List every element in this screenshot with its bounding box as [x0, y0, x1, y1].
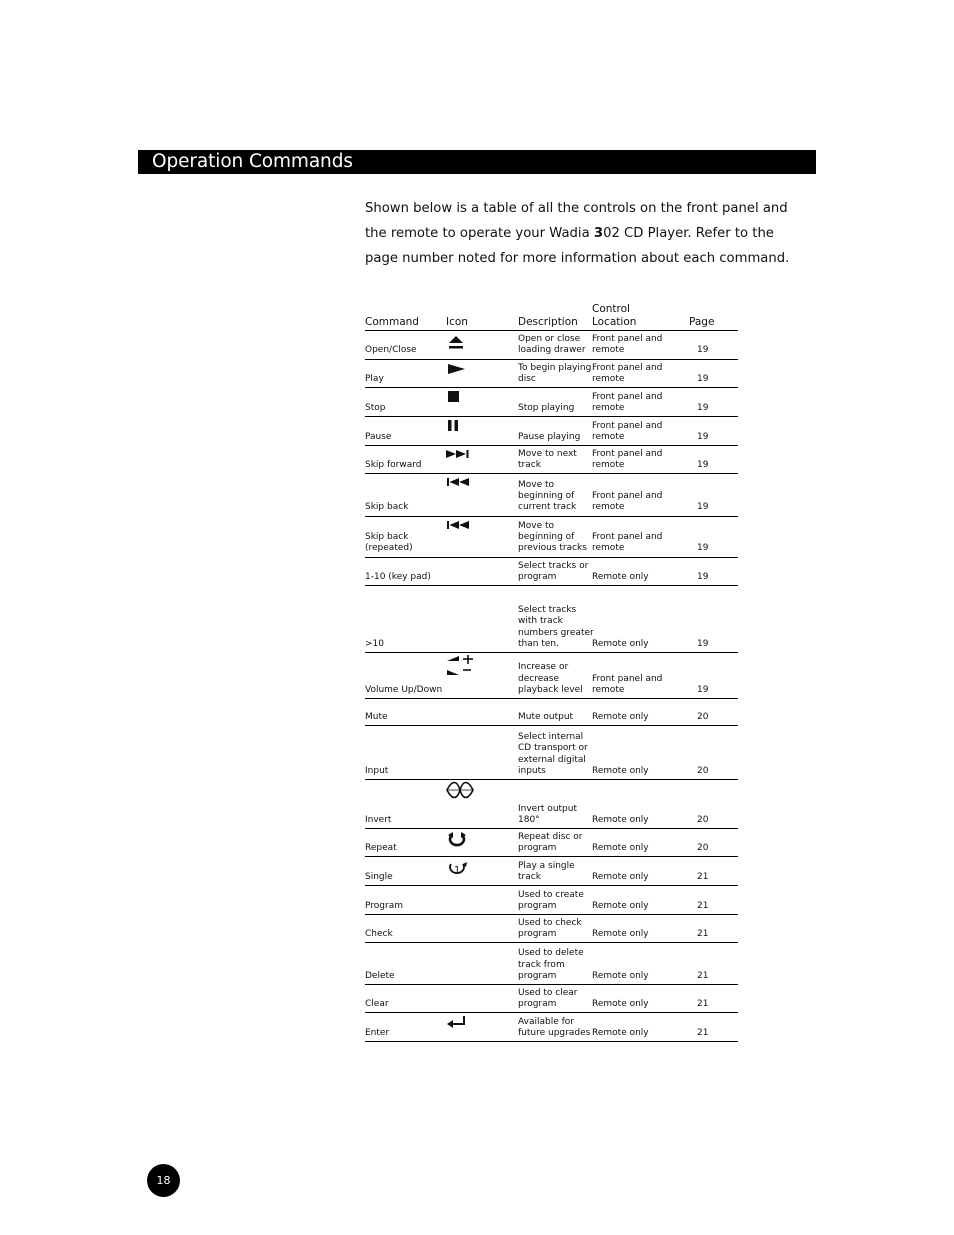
command-cell: Skip back (repeated) [365, 532, 413, 554]
location-cell: Front panel and remote [592, 362, 663, 384]
page-number: 18 [147, 1164, 180, 1197]
command-cell: Play [365, 373, 384, 384]
command-cell: 1-10 (key pad) [365, 571, 431, 582]
table-row [365, 857, 738, 886]
location-cell: Remote only [592, 638, 649, 649]
eject-icon [445, 335, 475, 355]
location-cell: Front panel and remote [592, 334, 663, 356]
command-cell: Mute [365, 711, 388, 722]
command-cell: Clear [365, 998, 389, 1009]
table-row [365, 886, 738, 915]
command-cell: Stop [365, 402, 386, 413]
description-cell: To begin playing disc [518, 362, 592, 384]
play-icon [445, 362, 475, 382]
location-cell: Remote only [592, 765, 649, 776]
location-cell: Front panel and remote [592, 491, 663, 513]
description-cell: Move to next track [518, 448, 577, 470]
description-cell: Increase or decrease playback level [518, 662, 583, 695]
table-row [365, 829, 738, 857]
enter-icon [445, 1015, 475, 1035]
description-cell: Mute output [518, 711, 574, 722]
repeat-icon [445, 832, 475, 852]
description-cell: Pause playing [518, 431, 581, 442]
header-command: Command [365, 316, 419, 328]
invert-phase-icon [445, 781, 475, 801]
commands-table [365, 300, 738, 1042]
page-cell: 19 [697, 543, 709, 554]
section-title-bar [138, 150, 816, 174]
description-cell: Repeat disc or program [518, 831, 583, 853]
description-cell: Used to create program [518, 889, 584, 911]
volume-up-down-icon [445, 655, 475, 675]
table-row [365, 331, 738, 360]
description-cell: Select tracks or program [518, 560, 589, 582]
table-row [365, 780, 738, 829]
repeat-single-icon [445, 860, 475, 880]
command-cell: >10 [365, 638, 384, 649]
location-cell: Remote only [592, 970, 649, 981]
stop-icon [445, 390, 475, 410]
description-cell: Select internal CD transport or external digital inputs [518, 732, 588, 776]
location-cell: Remote only [592, 711, 649, 722]
page-cell: 19 [697, 571, 709, 582]
command-cell: Delete [365, 970, 395, 981]
description-cell: Available for future upgrades [518, 1016, 591, 1038]
page-cell: 21 [697, 928, 709, 939]
location-cell: Remote only [592, 814, 649, 825]
location-cell: Front panel and remote [592, 391, 663, 413]
intro-text-2: 02 CD Player. Refer to the page number noted for more information about each command. [365, 226, 790, 266]
table-row [365, 417, 738, 446]
page-cell: 19 [697, 638, 709, 649]
page-cell: 20 [697, 842, 709, 853]
command-cell: Input [365, 765, 389, 776]
pause-icon [445, 419, 475, 439]
description-cell: Used to check program [518, 917, 582, 939]
page-cell: 19 [697, 502, 709, 513]
page-cell: 21 [697, 970, 709, 981]
command-cell: Program [365, 900, 403, 911]
location-cell: Remote only [592, 928, 649, 939]
description-cell: Move to beginning of current track [518, 479, 577, 513]
command-cell: Check [365, 928, 393, 939]
page-cell: 21 [697, 871, 709, 882]
intro-text-bold: 3 [593, 226, 604, 241]
intro-text-1: Shown below is a table of all the controls on the front panel and the remote to operate your Wadia [365, 201, 788, 241]
table-row [365, 388, 738, 417]
intro-paragraph [365, 196, 805, 271]
command-cell: Skip back [365, 502, 409, 513]
command-cell: Volume Up/Down [365, 684, 443, 695]
table-row [365, 699, 738, 726]
description-cell: Invert output 180° [518, 803, 577, 825]
header-page: Page [689, 316, 715, 328]
command-cell: Repeat [365, 842, 397, 853]
page-cell: 21 [697, 1027, 709, 1038]
skip-back-icon [445, 519, 475, 539]
command-cell: Skip forward [365, 459, 422, 470]
table-row [365, 586, 738, 653]
section-title: Operation Commands [152, 151, 353, 172]
table-row [365, 558, 738, 587]
description-cell: Move to beginning of previous tracks [518, 520, 587, 554]
table-row [365, 1013, 738, 1042]
location-cell: Remote only [592, 842, 649, 853]
skip-back-icon [445, 476, 475, 496]
page-cell: 19 [697, 345, 709, 356]
page-cell: 19 [697, 373, 709, 384]
location-cell: Remote only [592, 900, 649, 911]
table-row [365, 915, 738, 943]
table-row [365, 943, 738, 985]
table-row [365, 474, 738, 517]
command-cell: Invert [365, 814, 392, 825]
page-cell: 19 [697, 684, 709, 695]
location-cell: Remote only [592, 1027, 649, 1038]
page-cell: 20 [697, 711, 709, 722]
table-row [365, 517, 738, 558]
location-cell: Front panel and remote [592, 673, 663, 695]
location-cell: Remote only [592, 571, 649, 582]
command-cell: Enter [365, 1027, 390, 1038]
description-cell: Play a single track [518, 860, 575, 882]
table-row [365, 446, 738, 474]
table-row [365, 360, 738, 389]
skip-forward-icon [445, 448, 475, 468]
page-cell: 19 [697, 431, 709, 442]
page-cell: 21 [697, 998, 709, 1009]
table-row [365, 726, 738, 780]
table-header [365, 300, 738, 331]
table-row [365, 985, 738, 1013]
page-cell: 19 [697, 402, 709, 413]
table-row [365, 653, 738, 699]
header-location: Control Location [592, 303, 637, 328]
page-cell: 20 [697, 765, 709, 776]
location-cell: Remote only [592, 998, 649, 1009]
page-cell: 21 [697, 900, 709, 911]
description-cell: Select tracks with track numbers greater than ten. [518, 605, 594, 649]
location-cell: Remote only [592, 871, 649, 882]
description-cell: Used to delete track from program [518, 948, 584, 981]
page-cell: 19 [697, 459, 709, 470]
description-cell: Used to clear program [518, 987, 578, 1009]
command-cell: Open/Close [365, 345, 417, 356]
command-cell: Pause [365, 431, 392, 442]
location-cell: Front panel and remote [592, 532, 663, 554]
page-cell: 20 [697, 814, 709, 825]
command-cell: Single [365, 871, 393, 882]
svg-text:1: 1 [454, 865, 461, 876]
location-cell: Front panel and remote [592, 448, 663, 470]
description-cell: Open or close loading drawer [518, 334, 586, 356]
header-icon: Icon [446, 316, 468, 328]
location-cell: Front panel and remote [592, 420, 663, 442]
header-description: Description [518, 316, 578, 328]
description-cell: Stop playing [518, 402, 575, 413]
